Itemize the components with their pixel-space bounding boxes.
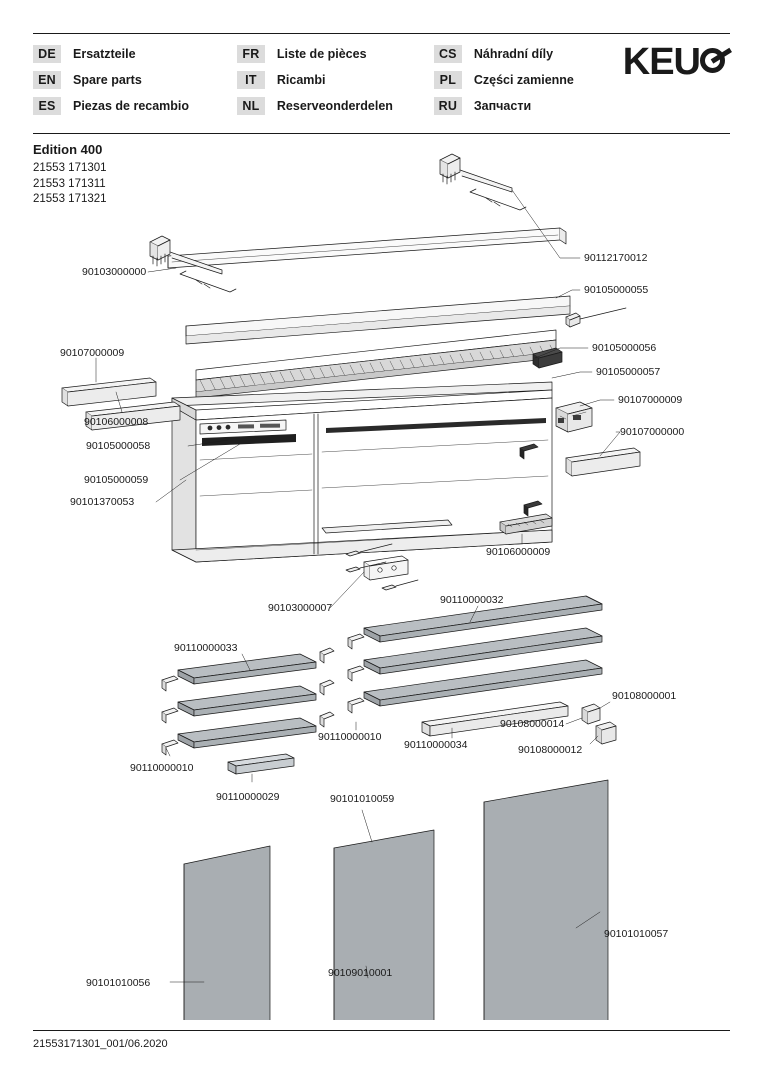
language-row [33, 41, 593, 67]
callout-90106000008: 90107000009 [618, 394, 683, 406]
callout-90101370053: 90101370053 [70, 496, 135, 508]
language-entry-en [33, 71, 237, 89]
part-glass-shelf-left-1 [178, 654, 316, 684]
language-row [33, 93, 593, 119]
language-label-it: Ricambi [276, 73, 326, 87]
language-label-es: Piezas de recambio [73, 99, 190, 113]
language-entry-fr [237, 45, 434, 63]
callout-90105000056: 90105000056 [592, 342, 657, 354]
article-number: 21553 171311 [33, 177, 106, 190]
language-code-it: IT [237, 71, 265, 89]
language-entry-nl [237, 97, 434, 115]
callout-90108000001: 90108000001 [612, 690, 677, 702]
part-mirror-door-right [484, 780, 608, 1020]
callout-90101010057: 90101010057 [604, 928, 669, 940]
callout-90101010056: 90101010056 [86, 977, 151, 989]
part-top-light-bar [168, 228, 566, 268]
callout-90105000059: 90105000059 [84, 474, 149, 486]
callout-90101010059: 90101010059 [330, 793, 395, 805]
logo-wordmark: KEU [622, 41, 700, 83]
logo-o-icon [700, 48, 730, 78]
language-label-cs: Náhradní díly [473, 47, 554, 61]
callout-90103000007: 90103000007 [268, 602, 333, 614]
keuco-logo [623, 43, 730, 81]
part-sensor-switch [566, 308, 626, 327]
language-entry-ru [434, 97, 593, 115]
language-code-en: EN [33, 71, 61, 89]
part-glass-shelf-left-2 [178, 686, 316, 716]
callout-90106000009: 90106000009 [486, 546, 551, 558]
callout-90109010001: 90109010001 [328, 967, 393, 979]
language-entry-pl [434, 71, 593, 89]
part-cabinet-body [172, 382, 552, 562]
part-shelf-small [228, 754, 294, 774]
callout-90112170012: 90112170012 [584, 252, 648, 264]
language-code-es: ES [33, 97, 61, 115]
language-label-pl: Części zamienne [473, 73, 574, 87]
part-top-hinge-rail [440, 154, 526, 210]
callout-90110000010-left: 90110000010 [130, 762, 194, 774]
part-corner-clip-1 [582, 704, 600, 724]
language-label-en: Spare parts [73, 73, 142, 87]
part-mirror-door-left [184, 846, 282, 1020]
article-number: 21553 171301 [33, 162, 107, 174]
page-title: Edition 400 [33, 142, 103, 157]
callout-90110000032: 90110000032 [440, 594, 504, 606]
part-mirror-door-centre [334, 830, 434, 1020]
language-code-fr: FR [237, 45, 265, 63]
callout-90110000029: 90110000029 [216, 791, 280, 803]
callout-90105000055: 90105000055 [584, 284, 649, 296]
callout-90108000014: 90108000014 [500, 718, 565, 730]
language-entry-cs [434, 45, 593, 63]
language-entry-it [237, 71, 434, 89]
part-shelf-support-right [348, 634, 364, 713]
callout-90110000034: 90110000034 [404, 739, 468, 751]
footer-rule [33, 1030, 730, 1031]
part-glass-shelf-left-3 [178, 718, 316, 748]
callout-90107000009-upper: 90107000009 [60, 347, 125, 359]
callout-90105000058: 90105000058 [86, 440, 151, 452]
callout-90110000010-right: 90110000010 [318, 731, 382, 743]
callout-90107000000: 90107000000 [620, 426, 685, 438]
language-entry-es [33, 97, 237, 115]
header-rule-top [33, 33, 730, 34]
part-wall-bracket-upper [62, 378, 156, 406]
callout-90107000009-lower: 90106000008 [84, 416, 149, 428]
document-id: 21553171301_001/06.2020 [33, 1038, 168, 1050]
language-code-de: DE [33, 45, 61, 63]
language-entry-de [33, 45, 237, 63]
callout-90110000033: 90110000033 [174, 642, 238, 654]
language-code-pl: PL [434, 71, 462, 89]
language-table [33, 41, 593, 119]
language-row [33, 67, 593, 93]
part-corner-clip-2 [596, 722, 616, 744]
callout-90105000057: 90105000057 [596, 366, 661, 378]
language-code-nl: NL [237, 97, 265, 115]
part-electronics-module-right [556, 402, 592, 432]
language-label-de: Ersatzteile [73, 47, 136, 61]
language-label-fr: Liste de pièces [276, 47, 367, 61]
language-label-ru: Запчасти [473, 99, 532, 113]
article-number: 21553 171321 [33, 193, 107, 205]
language-code-ru: RU [434, 97, 462, 115]
language-code-cs: CS [434, 45, 462, 63]
exploded-assembly-drawing [0, 130, 763, 1020]
language-label-nl: Reserveonderdelen [276, 99, 393, 113]
callout-90103000000: 90103000000 [82, 266, 147, 278]
callout-90108000012: 90108000012 [518, 744, 583, 756]
